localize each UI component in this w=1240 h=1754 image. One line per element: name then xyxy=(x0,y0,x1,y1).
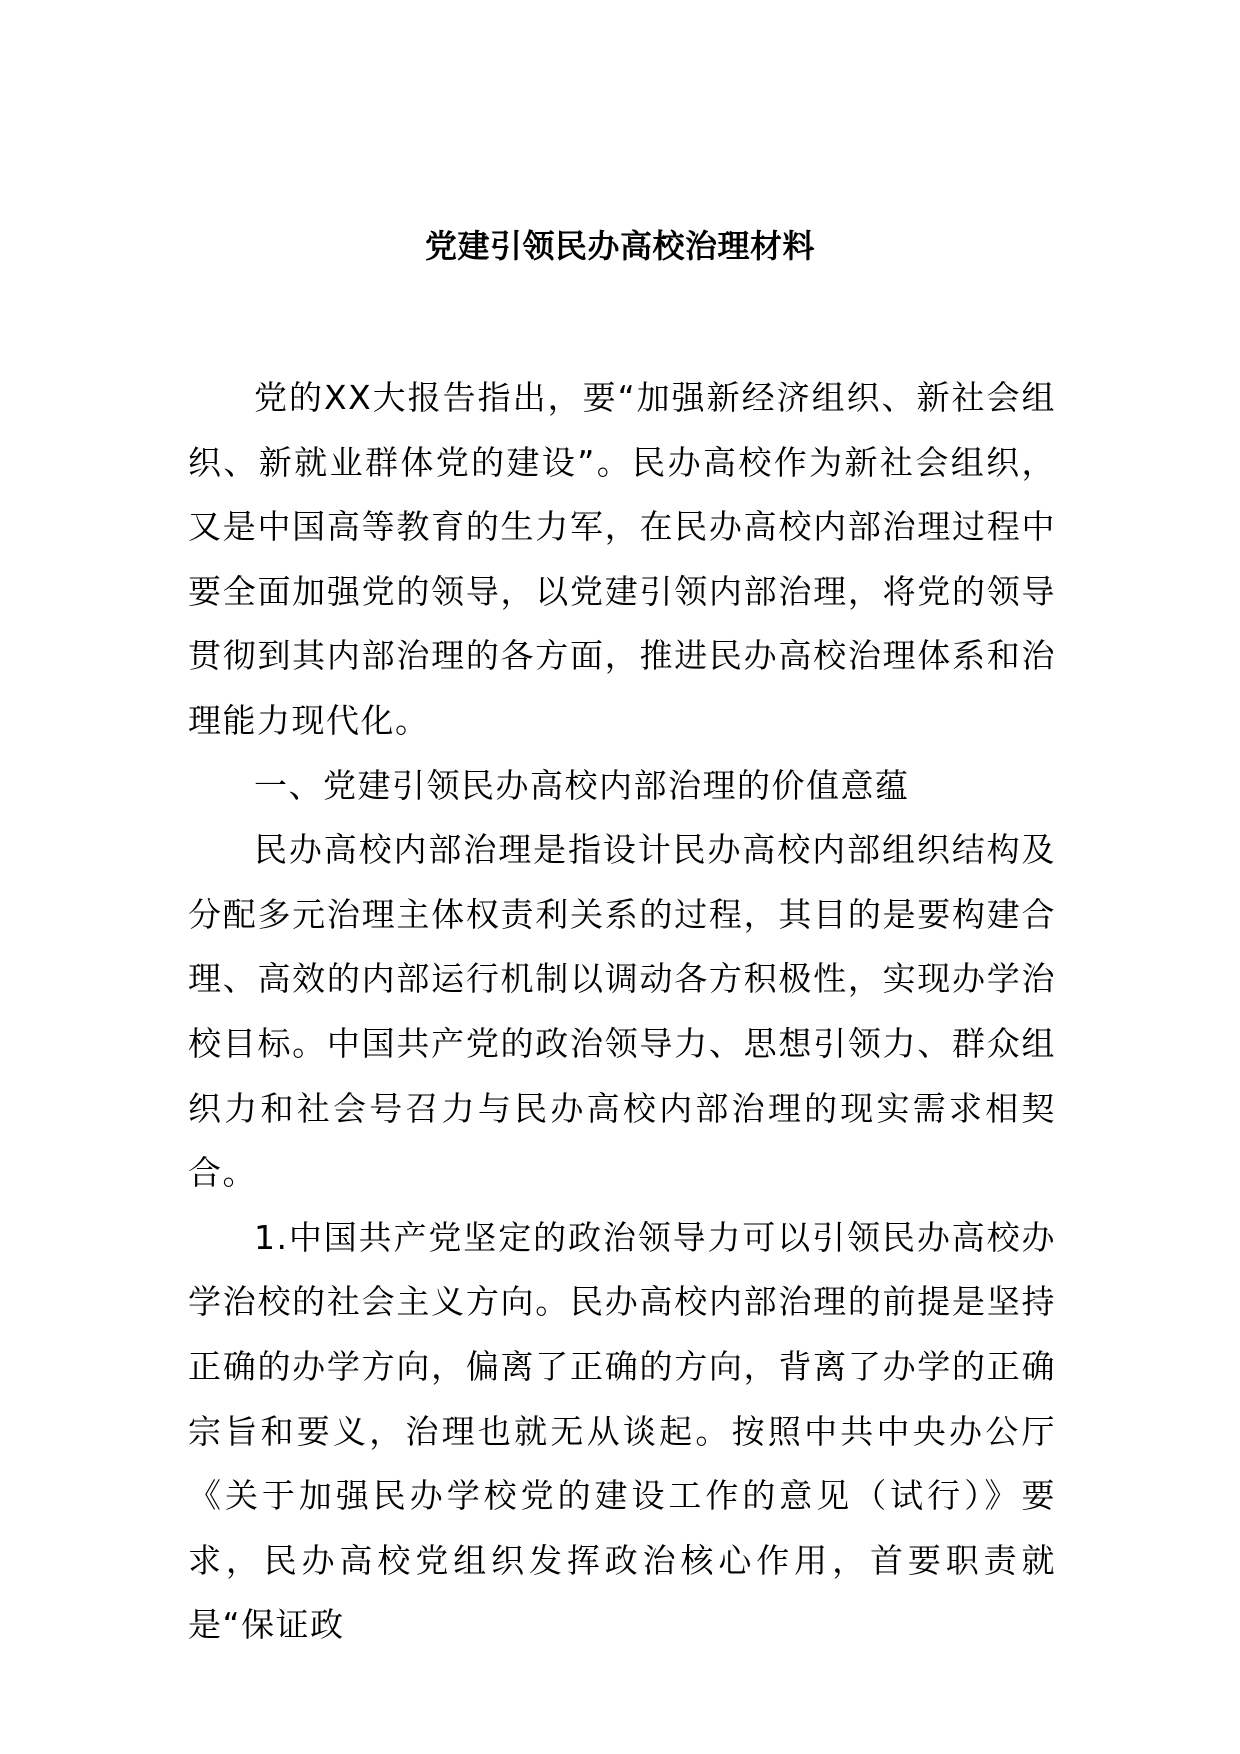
section-heading-1: 一、党建引领民办高校内部治理的价值意蕴 xyxy=(254,765,910,805)
paragraph-point-1: 1.中国共产党坚定的政治领导力可以引领民办高校办学治校的社会主义方向。民办高校内部治理的前提是坚持正确的办学方向，偏离了正确的方向，背离了办学的正确宗旨和要义，治理也就无从谈起。按照中共中央办公厅《关于加强民办学校党的建设工作的意见（试行）》要求，民办高校党组织发挥政治核心作用，首要职责就是“保证政 xyxy=(188,1217,1056,1645)
document-body xyxy=(188,366,1056,1658)
paragraph-intro: 党的XX大报告指出，要“加强新经济组织、新社会组织、新就业群体党的建设”。民办高校作为新社会组织，又是中国高等教育的生力军，在民办高校内部治理过程中要全面加强党的领导，以党建引领内部治理，将党的领导贯彻到其内部治理的各方面，推进民办高校治理体系和治理能力现代化。 xyxy=(188,378,1056,740)
paragraph-section-1: 民办高校内部治理是指设计民办高校内部组织结构及分配多元治理主体权责利关系的过程，其目的是要构建合理、高效的内部运行机制以调动各方积极性，实现办学治校目标。中国共产党的政治领导力、思想引领力、群众组织力和社会号召力与民办高校内部治理的现实需求相契合。 xyxy=(188,830,1056,1193)
document-title: 党建引领民办高校治理材料 xyxy=(424,227,815,266)
